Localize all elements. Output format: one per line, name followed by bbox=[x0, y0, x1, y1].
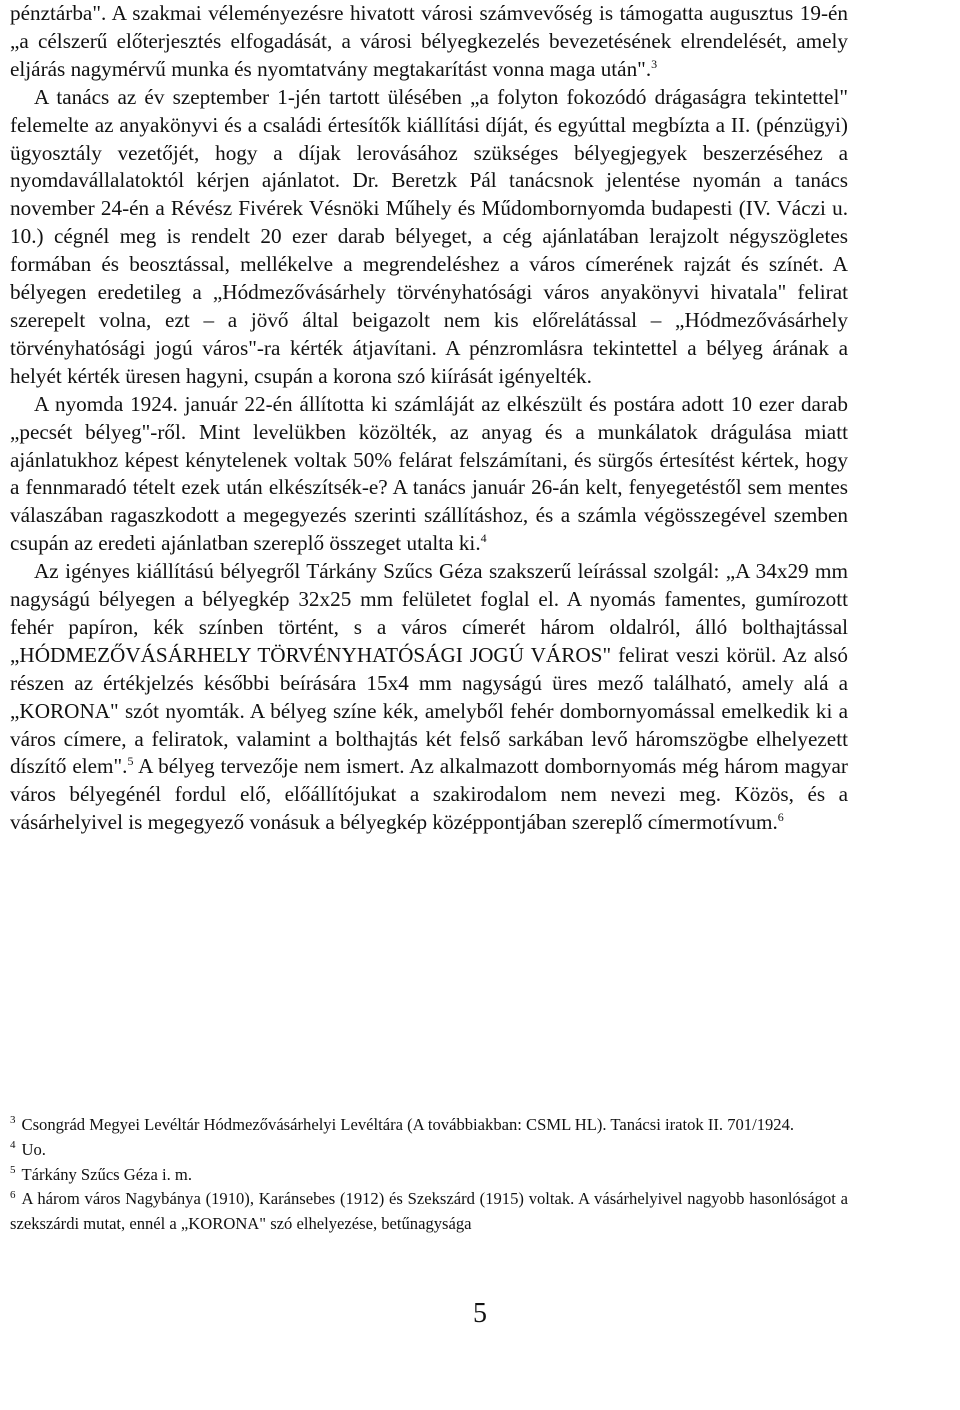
footnotes bbox=[10, 1113, 848, 1237]
footnote-text: Uo. bbox=[21, 1139, 46, 1159]
paragraph-1 bbox=[10, 0, 848, 84]
footnote-mark: 4 bbox=[10, 1139, 16, 1152]
footnote-ref-3[interactable]: 3 bbox=[651, 56, 658, 71]
footnote-ref-6[interactable]: 6 bbox=[777, 810, 784, 825]
footnote-4 bbox=[10, 1138, 848, 1163]
paragraph-4 bbox=[10, 558, 848, 837]
page-number: 5 bbox=[473, 1298, 487, 1329]
paragraph-4-tail: A bélyeg tervezője nem ismert. Az alkalmazott dombornyomás még három magyar város bélyegénél fordul elő, előállítójukat a szakirodalom nem nevezi meg. Közös, és a vásárhelyivel is megegyező vonásuk a bélyegkép középpontjában szereplő címermotívum. bbox=[10, 754, 848, 835]
footnote-text: Csongrád Megyei Levéltár Hódmezővásárhelyi Levéltára (A továbbiakban: CSML HL). Tanácsi iratok II. 701/1924. bbox=[21, 1115, 795, 1134]
paragraph-3-text: A nyomda 1924. január 22-én állította ki számláját az elkészült és postára adott 10 ezer darab „pecsét bélyeg"-ről. Mint levelükben közölték, az anyag és a munkálatok drágulása miatt ajánlatukhoz képest kénytelenek voltak 50% felárat felszámítani, és sürgős értesítést kértek, hogy a fennmaradó tételt ezek után elkészítsék-e? A tanács január 26-án kelt, fenyegetéstől sem mentes válaszában ragaszkodott a megegyezés szerinti szállításhoz, és a számla végösszegével szemben csupán az eredeti ajánlatban szereplő összeget utalta ki. bbox=[10, 391, 848, 556]
footnote-text: Tárkány Szűcs Géza i. m. bbox=[21, 1164, 192, 1184]
footnote-mark: 3 bbox=[10, 1114, 16, 1127]
paragraph-1-text: pénztárba". A szakmai véleményezésre hivatott városi számvevőség is támogatta augusztus 19-én „a célszerű előterjesztés elfogadását, a városi bélyegkezelés bevezetésének elrendelését, amely eljárás nagymérvű munka és nyomtatvány megtakarítást vonna maga után". bbox=[10, 1, 848, 81]
footnote-ref-4[interactable]: 4 bbox=[480, 531, 487, 546]
paragraph-3 bbox=[10, 391, 848, 558]
paragraph-4-quote: Az igényes kiállítású bélyegről Tárkány Szűcs Géza szakszerű leírással szolgál: „A 34x29 mm nagyságú bélyegen a bélyegkép 32x25 mm felületet foglal el. A nyomás famentes, gumírozott fehér papíron, kék színben történt, s a város címerét három oldalról, álló bolthajtással „HÓDMEZŐVÁSÁRHELY TÖRVÉNYHATÓSÁGI JOGÚ VÁROS" felirat veszi körül. Az alsó részen az értékjelzés későbbi beírására 15x4 mm nagyságú üres mező található, amely alá a „KORONA" szót nyomták. A bélyeg színe kék, amelyből fehér dombornyomással emelkedik ki a város címere, a feliratok, valamint a bolthajtás két felső sarkában levő háromszögbe elhelyezett díszítő elem". bbox=[10, 559, 848, 779]
footnote-6 bbox=[10, 1187, 848, 1237]
footnote-ref-5[interactable]: 5 bbox=[127, 754, 134, 769]
footnote-3 bbox=[10, 1113, 848, 1138]
footnote-5 bbox=[10, 1163, 848, 1188]
footnote-mark: 6 bbox=[10, 1188, 16, 1201]
main-text bbox=[10, 0, 848, 837]
footnote-text: A három város Nagybánya (1910), Karánsebes (1912) és Szekszárd (1915) voltak. A vásárhelyivel nagyobb hasonlóságot a szekszárdi mutat, ennél a „KORONA" szó elhelyezése, betűnagysága bbox=[10, 1189, 848, 1234]
page-body bbox=[10, 0, 848, 837]
paragraph-2: A tanács az év szeptember 1-jén tartott ülésében „a folyton fokozódó drágaságra tekintettel" felemelte az anyakönyvi és a családi értesítők kiállítási díját, és egyúttal megbízta a II. (pénzügyi) ügyosztály vezetőjét, hogy a díjak lerovásához szükséges bélyegjegyek beszerzéséhez a nyomdavállalatoktól kérjen ajánlatot. Dr. Beretzk Pál tanácsnok jelentése nyomán a tanács november 24-én a Révész Fivérek Vésnöki Műhely és Műdombornyomda budapesti (IV. Váczi u. 10.) cégnél meg is rendelt 20 ezer darab bélyeget, a cég ajánlatában lerajzolt négyszögletes formában és beosztással, mellékelve a megrendeléshez a város címerének rajzát és színét. A bélyegen eredetileg a „Hódmezővásárhely törvényhatósági város anyakönyvi hivatala" felirat szerepelt volna, ezt – a jövő által beigazolt nem kis előrelátással – „Hódmezővásárhely törvényhatósági jogú város"-ra kérték átjavítani. A pénzromlásra tekintettel a bélyeg árának a helyét kérték üresen hagyni, csupán a korona szó kiírását igényelték. bbox=[10, 84, 848, 388]
footnote-mark: 5 bbox=[10, 1164, 16, 1177]
